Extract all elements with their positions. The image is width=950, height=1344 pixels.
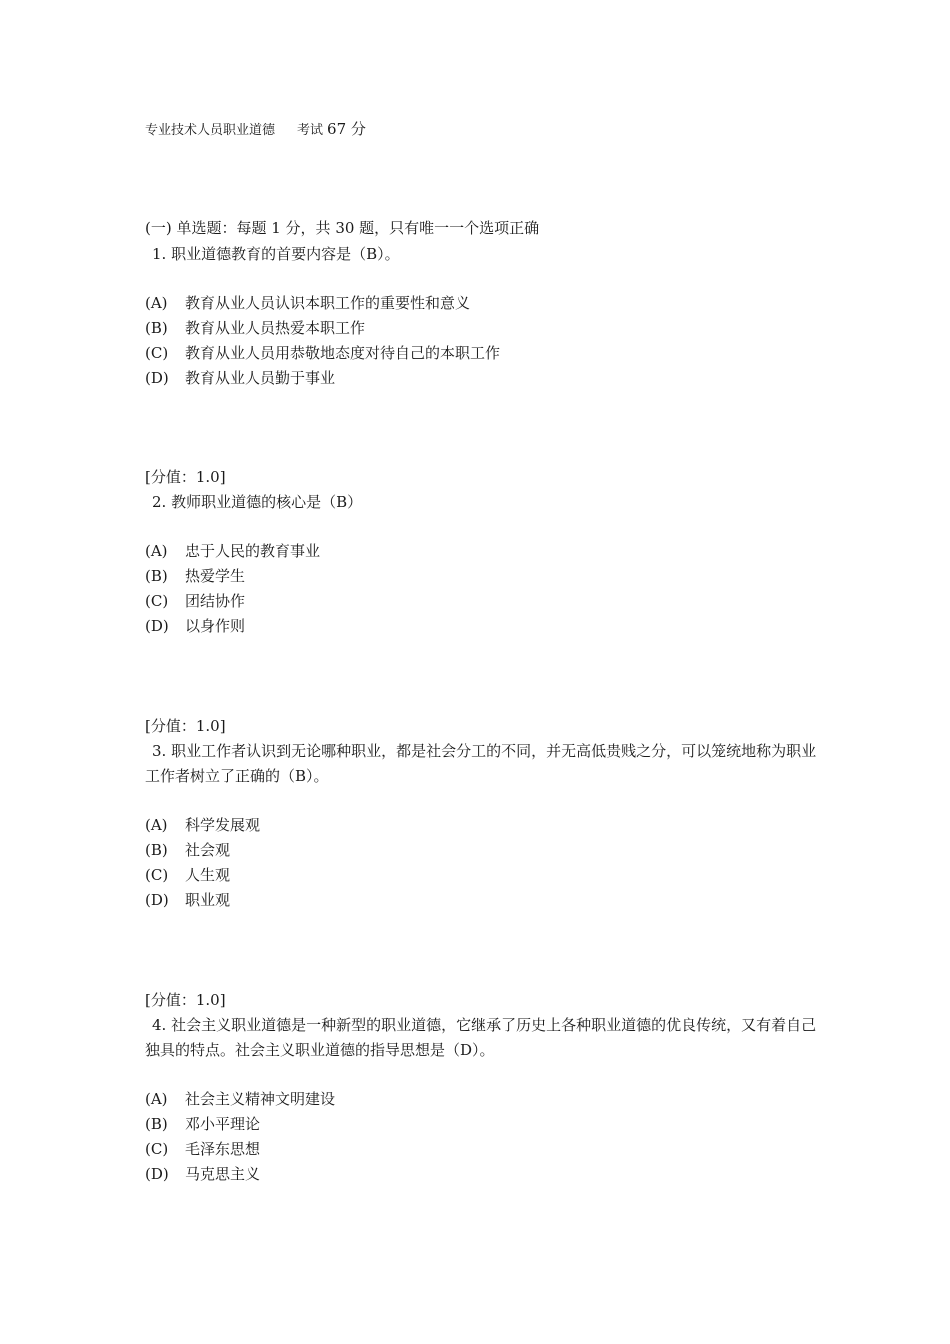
option-text: 教育从业人员用恭敬地态度对待自己的本职工作: [185, 344, 501, 362]
option-letter: (C): [145, 866, 169, 884]
question-2-score: [分值：1.0]: [145, 717, 226, 735]
option-letter: (A): [145, 294, 168, 312]
exam-label: 考试: [297, 123, 324, 138]
option-d: [145, 614, 817, 639]
option-a: [145, 1087, 817, 1112]
option-list: [145, 291, 817, 391]
option-text: 科学发展观: [185, 816, 261, 834]
option-letter: (A): [145, 816, 168, 834]
option-b: [145, 564, 817, 589]
section-heading: (一) 单选题：每题 1 分，共 30 题，只有唯一一个选项正确: [145, 219, 540, 237]
option-text: 马克思主义: [185, 1165, 261, 1183]
option-text: 社会主义精神文明建设: [185, 1090, 336, 1108]
option-text: 职业观: [185, 891, 231, 909]
option-a: [145, 291, 817, 316]
option-text: 以身作则: [185, 617, 246, 635]
option-letter: (B): [145, 319, 168, 337]
question-3-score: [分值：1.0]: [145, 991, 226, 1009]
option-letter: (D): [145, 369, 169, 387]
option-b: [145, 838, 817, 863]
option-letter: (B): [145, 567, 168, 585]
option-list: [145, 539, 817, 639]
question-stem: 2. 教师职业道德的核心是（B）: [152, 493, 363, 511]
question-2: [145, 490, 817, 639]
option-letter: (C): [145, 592, 169, 610]
option-letter: (D): [145, 1165, 169, 1183]
question-1-score: [分值：1.0]: [145, 468, 226, 486]
option-a: [145, 813, 817, 838]
question-1: [145, 242, 817, 391]
document-header: [145, 118, 366, 139]
option-letter: (B): [145, 1115, 168, 1133]
option-c: [145, 1137, 817, 1162]
option-b: [145, 316, 817, 341]
option-b: [145, 1112, 817, 1137]
option-c: [145, 863, 817, 888]
question-3: [145, 739, 817, 913]
option-letter: (C): [145, 344, 169, 362]
option-d: [145, 366, 817, 391]
option-list: [145, 1087, 817, 1187]
option-letter: (A): [145, 1090, 168, 1108]
option-text: 人生观: [185, 866, 231, 884]
document-title: 专业技术人员职业道德: [145, 123, 276, 138]
option-a: [145, 539, 817, 564]
option-d: [145, 1162, 817, 1187]
question-stem: 3. 职业工作者认识到无论哪种职业，都是社会分工的不同，并无高低贵贱之分，可以笼统地称为职业工作者树立了正确的（B）。: [145, 742, 817, 785]
option-text: 毛泽东思想: [185, 1140, 261, 1158]
exam-score: 67 分: [327, 120, 366, 138]
option-text: 邓小平理论: [185, 1115, 261, 1133]
option-text: 教育从业人员热爱本职工作: [185, 319, 366, 337]
option-d: [145, 888, 817, 913]
option-c: [145, 589, 817, 614]
question-stem: 1. 职业道德教育的首要内容是（B）。: [152, 245, 400, 263]
option-letter: (D): [145, 891, 169, 909]
option-text: 团结协作: [185, 592, 246, 610]
question-stem: 4. 社会主义职业道德是一种新型的职业道德，它继承了历史上各种职业道德的优良传统，又有着自己独具的特点。社会主义职业道德的指导思想是（D）。: [145, 1016, 817, 1059]
question-4: [145, 1013, 817, 1187]
option-c: [145, 341, 817, 366]
option-text: 忠于人民的教育事业: [185, 542, 321, 560]
option-text: 热爱学生: [185, 567, 246, 585]
option-text: 社会观: [185, 841, 231, 859]
option-list: [145, 813, 817, 913]
option-text: 教育从业人员认识本职工作的重要性和意义: [185, 294, 471, 312]
option-letter: (A): [145, 542, 168, 560]
option-text: 教育从业人员勤于事业: [185, 369, 336, 387]
option-letter: (C): [145, 1140, 169, 1158]
option-letter: (B): [145, 841, 168, 859]
option-letter: (D): [145, 617, 169, 635]
